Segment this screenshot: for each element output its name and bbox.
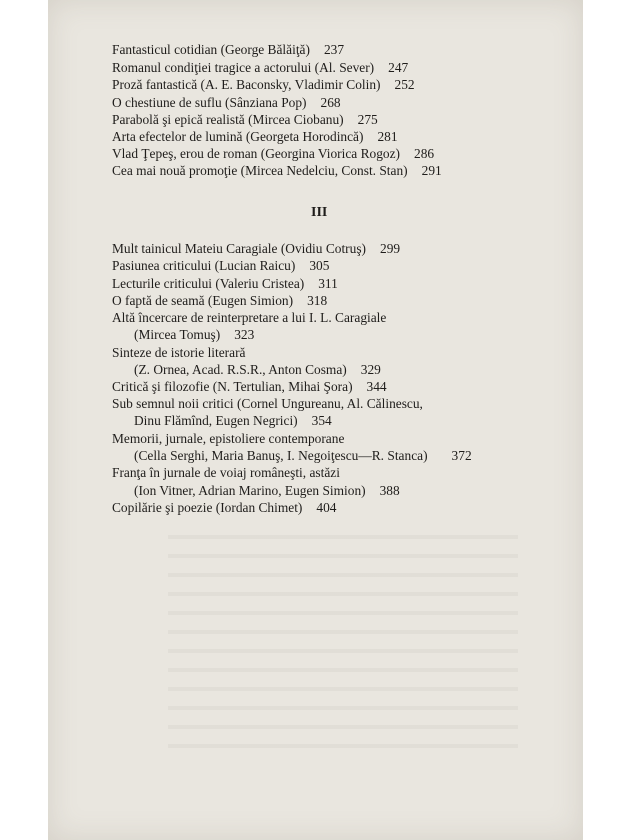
toc-entry-title: Franţa în jurnale de voiaj româneşti, astăzi [112,465,340,480]
toc-entry [112,129,398,145]
toc-entry-title: Memorii, jurnale, epistoliere contemporane [112,431,345,446]
toc-entry-title: Fantasticul cotidian (George Bălăiţă) [112,42,310,57]
toc-entry [112,293,327,309]
section-heading: III [311,205,328,220]
toc-entry-page: 318 [307,293,328,308]
toc-entry-page: 372 [451,448,472,463]
toc-entry [112,95,341,111]
toc-entry-title: (Ion Vitner, Adrian Marino, Eugen Simion) [134,483,366,498]
toc-entry-title: (Mircea Tomuş) [134,327,221,342]
toc-entry-title: Sinteze de istorie literară [112,345,246,360]
toc-entry-page: 237 [323,42,345,57]
toc-entry-title: Critică şi filozofie (N. Tertulian, Mihai Şora) [112,379,353,394]
toc-entry-title: Arta efectelor de lumină (Georgeta Horodincă) [112,129,364,144]
toc-entry-title: Romanul condiţiei tragice a actorului (Al. Sever) [112,60,375,75]
toc-entry-title: Vlad Ţepeş, erou de roman (Georgina Viorica Rogoz) [112,146,400,161]
toc-entry-continued [112,327,254,343]
toc-entry-title: Copilărie şi poezie (Iordan Chimet) [112,500,303,515]
toc-entry-page: 305 [309,258,330,273]
toc-entry-title: Pasiunea criticului (Lucian Raicu) [112,258,296,273]
toc-entry-continued [112,483,400,499]
toc-entry-title: Mult tainicul Mateiu Caragiale (Ovidiu Cotruş) [112,241,366,256]
toc-entry [112,379,387,395]
toc-entry-page: 268 [320,95,341,110]
toc-entry-page: 329 [360,362,381,377]
toc-entry [112,345,245,361]
toc-entry-page: 344 [366,379,387,394]
toc-entry-page: 299 [380,241,401,256]
toc-entry-title: Sub semnul noii critici (Cornel Ungureanu, Al. Călinescu, [112,396,423,411]
toc-entry-page: 286 [414,146,435,161]
toc-entry-title: (Cella Serghi, Maria Banuş, I. Negoiţescu—R. Stanca) [134,448,428,463]
toc-entry [112,112,378,128]
toc-entry-page: 354 [311,413,332,428]
toc-entry-page: 247 [388,60,409,75]
toc-entry [112,500,336,516]
toc-entry [112,241,400,257]
toc-entry-page: 323 [234,327,255,342]
toc-entry [112,310,386,326]
toc-entry [112,60,408,76]
toc-entry-title: Parabolă şi epică realistă (Mircea Ciobanu) [112,112,344,127]
toc-entry-title: (Z. Ornea, Acad. R.S.R., Anton Cosma) [134,362,347,377]
toc-entry-continued [112,362,381,378]
toc-entry-page: 388 [379,483,400,498]
toc-entry [112,258,329,274]
toc-entry [112,42,344,58]
bleed-through-text [168,520,518,760]
toc-entry [112,146,434,162]
toc-entry-page: 252 [394,77,415,92]
toc-entry [112,276,338,292]
toc-entry-title: Altă încercare de reinterpretare a lui I. L. Caragiale [112,310,387,325]
toc-entry-title: Lecturile criticului (Valeriu Cristea) [112,276,305,291]
toc-entry [112,431,344,447]
toc-entry-title: O chestiune de suflu (Sânziana Pop) [112,95,307,110]
toc-entry [112,77,415,93]
toc-entry [112,163,442,179]
toc-entry [112,396,423,412]
toc-entry-title: Proză fantastică (A. E. Baconsky, Vladimir Colin) [112,77,381,92]
toc-entry-page: 281 [377,129,398,144]
toc-entry-page: 404 [316,500,337,515]
toc-entry-page: 291 [421,163,442,178]
toc-entry-title: Cea mai nouă promoţie (Mircea Nedelciu, Const. Stan) [112,163,408,178]
toc-entry [112,465,340,481]
toc-entry-title: O faptă de seamă (Eugen Simion) [112,293,294,308]
toc-entry-page: 275 [357,112,378,127]
toc-entry-continued [112,413,332,429]
toc-entry-page: 311 [318,276,338,291]
toc-entry-title: Dinu Flămînd, Eugen Negrici) [134,413,298,428]
toc-entry-continued [112,448,472,464]
